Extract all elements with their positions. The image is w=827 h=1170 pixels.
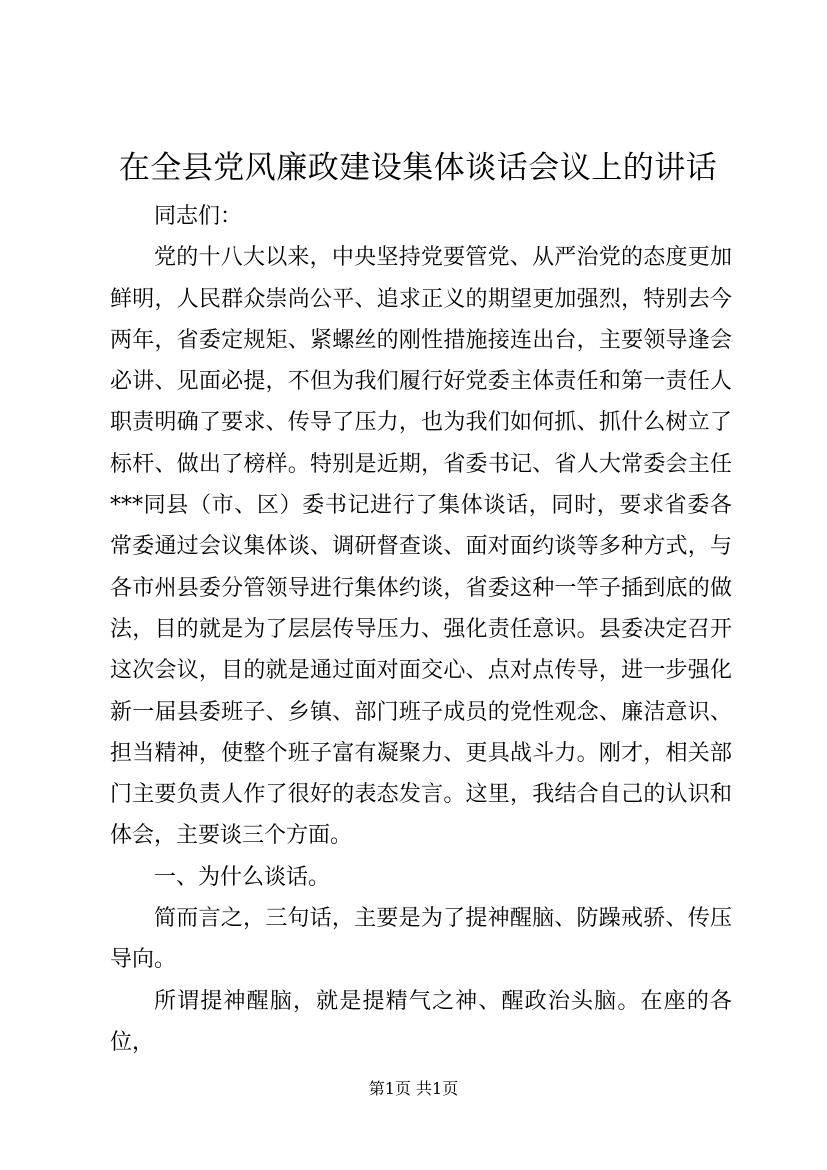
salutation: 同志们： bbox=[154, 204, 243, 229]
page-footer: 第1页 共1页 bbox=[368, 1079, 459, 1098]
document-title: 在全县党风廉政建设集体谈话会议上的讲话 bbox=[118, 150, 718, 186]
paragraph: 简而言之，三句话，主要是为了提神醒脑、防躁戒骄、传压导向。 bbox=[110, 906, 732, 973]
document-body bbox=[110, 196, 732, 1063]
paragraph: 党的十八大以来，中央坚持党要管党、从严治党的态度更加鲜明，人民群众崇尚公平、追求正义的期望更加强烈，特别去今两年，省委定规矩、紧螺丝的刚性措施接连出台，主要领导逢会必讲、见面必提，不但为我们履行好党委主体责任和第一责任人职责明确了要求、传导了压力，也为我们如何抓、抓什么树立了标杆、做出了榜样。特别是近期，省委书记、省人大常委会主任***同县（市、区）委书记进行了集体谈话，同时，要求省委各常委通过会议集体谈、调研督查谈、面对面约谈等多种方式，与各市州县委分管领导进行集体约谈，省委这种一竿子插到底的做法，目的就是为了层层传导压力、强化责任意识。县委决定召开这次会议，目的就是通过面对面交心、点对点传导，进一步强化新一届县委班子、乡镇、部门班子成员的党性观念、廉洁意识、担当精神，使整个班子富有凝聚力、更具战斗力。刚才，相关部门主要负责人作了很好的表态发言。这里，我结合自己的认识和体会，主要谈三个方面。 bbox=[110, 245, 732, 849]
section-heading: 一、为什么谈话。 bbox=[154, 864, 331, 890]
paragraph: 所谓提神醒脑，就是提精气之神、醒政治头脑。在座的各位， bbox=[110, 988, 732, 1055]
